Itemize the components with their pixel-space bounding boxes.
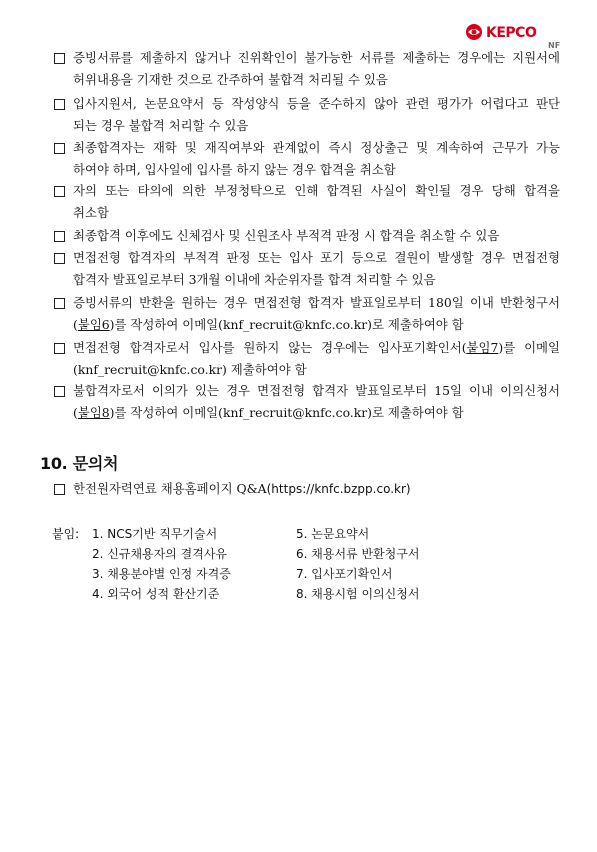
checkbox-square-icon bbox=[54, 343, 65, 354]
logo-text: KEPCO bbox=[486, 25, 537, 41]
attachment-item: 2. 신규채용자의 결격사유 bbox=[92, 547, 227, 561]
note-line: 취소함 bbox=[73, 205, 109, 220]
note-item bbox=[54, 225, 560, 247]
attachments-column-1 bbox=[92, 524, 231, 604]
checkbox-square-icon bbox=[54, 253, 65, 264]
attachment-item: 6. 채용서류 반환청구서 bbox=[296, 547, 420, 561]
attachment-7-link[interactable]: 붙임7 bbox=[466, 340, 499, 355]
note-line: 증빙서류를 제출하지 않거나 진위확인이 불가능한 서류를 제출하는 경우에는 지원서에 bbox=[73, 50, 560, 65]
note-line: 최종합격자는 재학 및 재직여부와 관계없이 즉시 정상출근 및 계속하여 근무가 가능 bbox=[73, 140, 560, 155]
note-line: 증빙서류의 반환을 원하는 경우 면접전형 합격자 발표일로부터 180일 이내 반환청구서 bbox=[73, 295, 560, 310]
attachments-label: 붙임: bbox=[52, 527, 80, 541]
checkbox-square-icon bbox=[54, 99, 65, 110]
attachment-item: 1. NCS기반 직무기술서 bbox=[92, 527, 218, 541]
attachment-6-link[interactable]: 붙임6 bbox=[77, 317, 110, 332]
note-item bbox=[54, 93, 560, 137]
note-item bbox=[54, 180, 560, 224]
note-line: 불합격자로서 이의가 있는 경우 면접전형 합격자 발표일로부터 15일 이내 이의신청서 bbox=[73, 383, 560, 398]
note-line: 면접전형 합격자의 부적격 판정 또는 입사 포기 등으로 결원이 발생할 경우 면접전형 bbox=[73, 250, 560, 265]
note-line: (붙임6)를 작성하여 이메일(knf_recruit@knfc.co.kr)로 제출하여야 함 bbox=[73, 317, 464, 332]
note-line: 합격자 발표일로부터 3개월 이내에 차순위자를 합격 처리할 수 있음 bbox=[73, 272, 436, 287]
note-line: 허위내용을 기재한 것으로 간주하여 불합격 처리될 수 있음 bbox=[73, 72, 388, 87]
checkbox-square-icon bbox=[54, 386, 65, 397]
note-item bbox=[54, 47, 560, 91]
checkbox-square-icon bbox=[54, 143, 65, 154]
note-item bbox=[54, 137, 560, 181]
checkbox-square-icon bbox=[54, 484, 65, 495]
logo-subtext: NF bbox=[548, 41, 561, 50]
attachment-item: 3. 채용분야별 인정 자격증 bbox=[92, 567, 231, 581]
note-line: 하여야 하며, 입사일에 입사를 하지 않는 경우 합격을 취소함 bbox=[73, 162, 396, 177]
note-line: 입사지원서, 논문요약서 등 작성양식 등을 준수하지 않아 관련 평가가 어렵다고 판단 bbox=[73, 96, 560, 111]
note-line: 면접전형 합격자로서 입사를 원하지 않는 경우에는 입사포기확인서(붙임7)를 이메일 bbox=[73, 340, 560, 355]
note-item bbox=[54, 380, 560, 424]
note-line: (붙임8)를 작성하여 이메일(knf_recruit@knfc.co.kr)로 제출하여야 함 bbox=[73, 405, 464, 420]
checkbox-square-icon bbox=[54, 298, 65, 309]
attachment-item: 4. 외국어 성적 환산기준 bbox=[92, 587, 220, 601]
note-line: (knf_recruit@knfc.co.kr) 제출하여야 함 bbox=[73, 362, 307, 377]
attachment-8-link[interactable]: 붙임8 bbox=[77, 405, 110, 420]
attachment-item: 8. 채용시험 이의신청서 bbox=[296, 587, 420, 601]
note-line: 자의 또는 타의에 의한 부정청탁으로 인해 합격된 사실이 확인될 경우 당해 합격을 bbox=[73, 183, 560, 198]
section-heading: 10. 문의처 bbox=[40, 454, 119, 473]
checkbox-square-icon bbox=[54, 231, 65, 242]
attachment-item: 5. 논문요약서 bbox=[296, 527, 370, 541]
note-item bbox=[54, 292, 560, 336]
contact-url-link[interactable]: (https://knfc.bzpp.co.kr) bbox=[266, 482, 411, 496]
checkbox-square-icon bbox=[54, 53, 65, 64]
checkbox-square-icon bbox=[54, 186, 65, 197]
attachment-item: 7. 입사포기확인서 bbox=[296, 567, 393, 581]
note-item bbox=[54, 247, 560, 291]
attachments-column-2 bbox=[296, 524, 419, 604]
kepco-logo-mark bbox=[465, 22, 565, 50]
contact-item bbox=[54, 478, 411, 500]
note-line: 최종합격 이후에도 신체검사 및 신원조사 부적격 판정 시 합격을 취소할 수 있음 bbox=[73, 228, 500, 243]
note-item bbox=[54, 337, 560, 381]
contact-text: 한전원자력연료 채용홈페이지 Q&A bbox=[73, 481, 267, 496]
kepco-nf-logo bbox=[465, 22, 565, 50]
note-line: 되는 경우 불합격 처리할 수 있음 bbox=[73, 118, 249, 133]
